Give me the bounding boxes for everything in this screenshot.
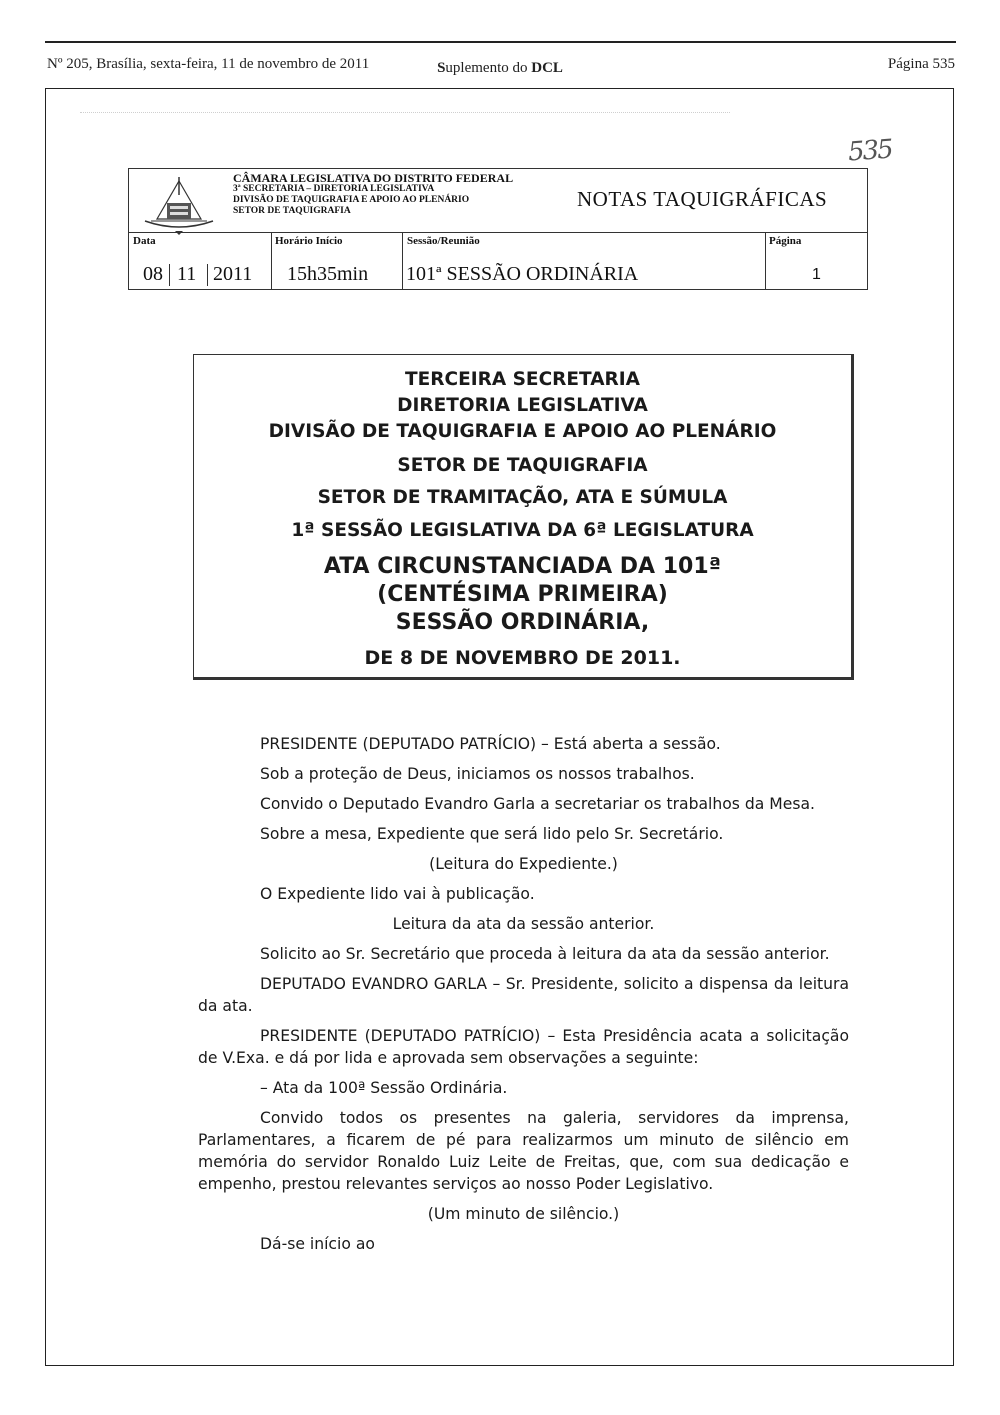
notes-header-box <box>128 168 868 290</box>
paragraph: PRESIDENTE (DEPUTADO PATRÍCIO) – Esta Presidência acata a solicitação de V.Exa. e dá por lida e aprovada sem observações a seguinte: <box>198 1027 849 1067</box>
paragraph: DEPUTADO EVANDRO GARLA – Sr. Presidente, solicito a dispensa da leitura da ata. <box>198 975 849 1015</box>
page-number: Página 535 <box>887 56 955 72</box>
divider <box>271 232 272 289</box>
paragraph: (Um minuto de silêncio.) <box>427 1205 620 1223</box>
title-line: DE 8 DE NOVEMBRO DE 2011. <box>364 647 681 669</box>
title-line: DIVISÃO DE TAQUIGRAFIA E APOIO AO PLENÁRIO <box>268 421 777 442</box>
paragraph: Dá-se início ao <box>260 1235 375 1253</box>
divider <box>129 232 867 233</box>
issue-info: Nº 205, Brasília, sexta-feira, 11 de novembro de 2011 <box>47 56 370 72</box>
title-line: (CENTÉSIMA PRIMEIRA) <box>377 582 668 607</box>
date-label: Data <box>133 235 156 247</box>
paragraph: Solicito ao Sr. Secretário que proceda à leitura da ata da sessão anterior. <box>260 945 830 963</box>
title-line: TERCEIRA SECRETARIA <box>405 369 640 390</box>
notes-title: NOTAS TAQUIGRÁFICAS <box>577 187 828 211</box>
title-line: SETOR DE TRAMITAÇÃO, ATA E SÚMULA <box>317 487 728 508</box>
chamber-emblem-icon <box>141 175 217 235</box>
start-time-value: 15h35min <box>287 263 369 285</box>
institution-block <box>233 173 513 217</box>
paragraph: Sobre a mesa, Expediente que será lido pelo Sr. Secretário. <box>260 825 724 843</box>
publication-mid: uplemento do <box>445 60 532 76</box>
header-rule <box>45 41 956 43</box>
paragraph: Sob a proteção de Deus, iniciamos os nossos trabalhos. <box>260 765 695 783</box>
paragraph: (Leitura do Expediente.) <box>429 855 618 873</box>
paragraph: PRESIDENTE (DEPUTADO PATRÍCIO) – Está aberta a sessão. <box>260 735 721 753</box>
paragraph: Convido o Deputado Evandro Garla a secretariar os trabalhos da Mesa. <box>260 795 815 813</box>
date-year: 2011 <box>213 263 253 285</box>
title-line: SETOR DE TAQUIGRAFIA <box>397 455 648 476</box>
institution-name: CÂMARA LEGISLATIVA DO DISTRITO FEDERAL <box>233 171 514 185</box>
title-line: 1ª SESSÃO LEGISLATIVA DA 6ª LEGISLATURA <box>291 520 754 541</box>
paragraph: – Ata da 100ª Sessão Ordinária. <box>260 1079 508 1097</box>
institution-line4: SETOR DE TAQUIGRAFIA <box>233 206 351 216</box>
title-line: SESSÃO ORDINÁRIA, <box>395 610 650 635</box>
divider <box>169 264 170 286</box>
handwritten-page-number: 535 <box>847 134 893 168</box>
minutes-body <box>198 733 849 1263</box>
title-line: ATA CIRCUNSTANCIADA DA 101ª <box>323 554 722 579</box>
paragraph: Convido todos os presentes na galeria, servidores da imprensa, Parlamentares, a ficarem de pé para realizarmos um minuto de silêncio em memória do servidor Ronaldo Luiz Leite de Freitas, que, com sua dedicação e empenho, prestou relevantes serviços ao nosso Poder Legislativo. <box>198 1109 849 1193</box>
session-value: 101ª SESSÃO ORDINÁRIA <box>406 263 639 285</box>
divider <box>765 232 766 289</box>
page-value: 1 <box>812 266 821 283</box>
divider <box>207 264 208 286</box>
date-month: 11 <box>177 263 197 285</box>
start-time-label: Horário Início <box>275 235 343 247</box>
institution-line3: DIVISÃO DE TAQUIGRAFIA E APOIO AO PLENÁRIO <box>233 195 470 205</box>
institution-line2: 3ª SECRETARIA – DIRETORIA LEGISLATIVA <box>233 184 435 194</box>
session-label: Sessão/Reunião <box>407 235 480 247</box>
paragraph: O Expediente lido vai à publicação. <box>260 885 535 903</box>
title-line: DIRETORIA LEGISLATIVA <box>397 395 648 416</box>
paragraph: Leitura da ata da sessão anterior. <box>392 915 655 933</box>
publication-name <box>0 60 1000 77</box>
publication-dcl: DCL <box>531 60 563 76</box>
publication-initial: S <box>437 60 446 76</box>
title-block <box>193 354 854 680</box>
page-label: Página <box>769 235 802 247</box>
scan-artifact <box>80 112 730 113</box>
divider <box>402 232 403 289</box>
date-day: 08 <box>143 263 163 285</box>
